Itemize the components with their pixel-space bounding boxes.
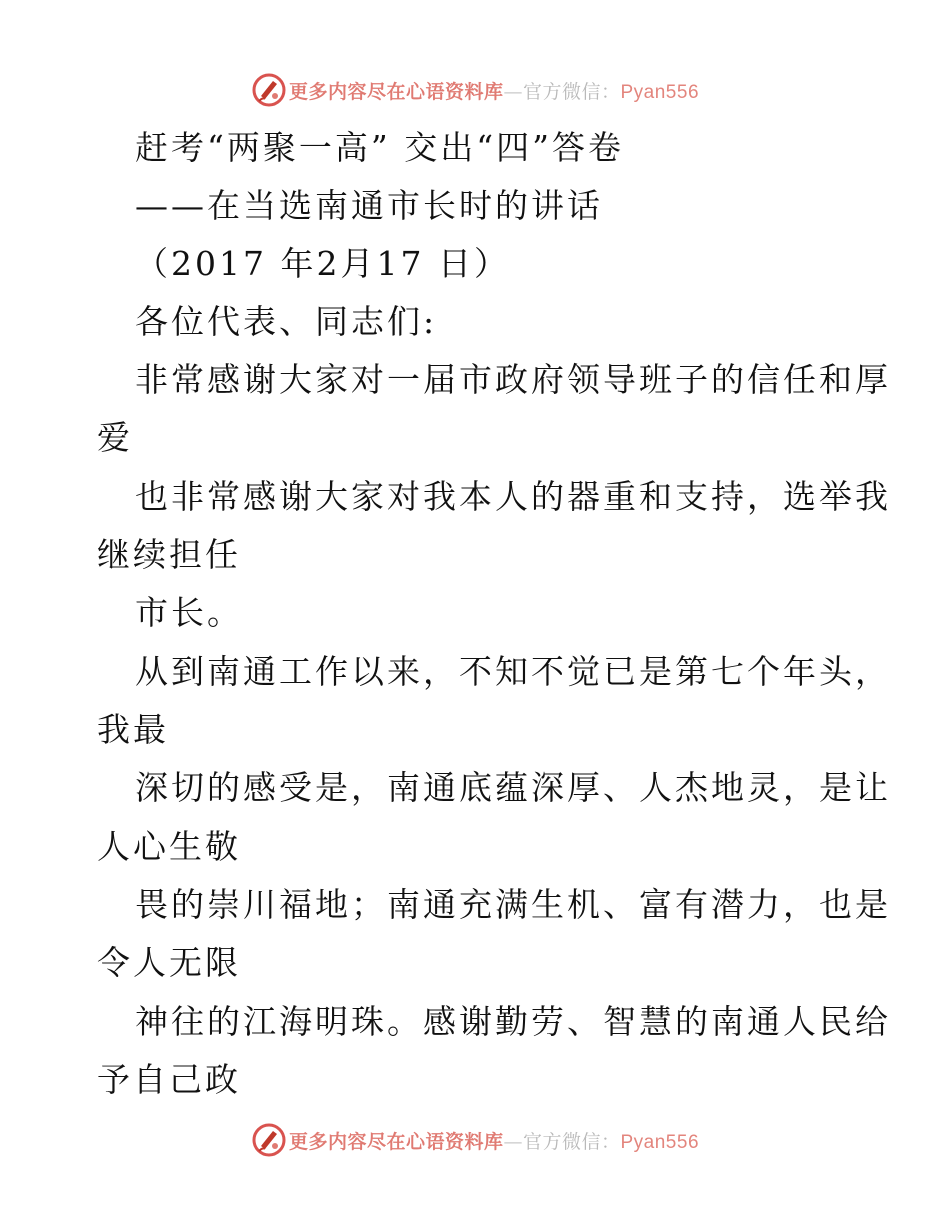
paragraph-line: 予自己政	[97, 1060, 241, 1099]
watermark-banner-bottom	[0, 1120, 950, 1160]
paragraph-line: 令人无限	[97, 943, 241, 982]
document-title: 赶考“两聚一高” 交出“四”答卷	[135, 128, 624, 167]
watermark-text	[289, 1127, 699, 1154]
paragraph-line: 继续担任	[97, 535, 241, 574]
paragraph-line: 人心生敬	[97, 827, 241, 866]
watermark-dash: —	[503, 80, 523, 103]
paragraph-line: 非常感谢大家对一届市政府领导班子的信任和厚	[135, 360, 891, 399]
watermark-official: 官方微信：	[522, 80, 621, 103]
paragraph-line: 神往的江海明珠。感谢勤劳、智慧的南通人民给	[135, 1002, 891, 1041]
paragraph-line: 深切的感受是，南通底蕴深厚、人杰地灵，是让	[135, 768, 891, 807]
watermark-wechat: Pyan556	[620, 81, 700, 103]
paragraph-line: 畏的崇川福地；南通充满生机、富有潜力，也是	[135, 885, 891, 924]
watermark-dash: —	[503, 1130, 523, 1153]
watermark-official: 官方微信：	[522, 1130, 621, 1153]
document-salutation: 各位代表、同志们:	[135, 302, 438, 341]
paragraph-line: 我最	[97, 710, 169, 749]
watermark-site: 更多内容尽在心语资料库	[288, 80, 504, 103]
watermark-wechat: Pyan556	[620, 1131, 700, 1153]
paragraph-line: 从到南通工作以来，不知不觉已是第七个年头，	[135, 652, 891, 691]
paragraph-line: 爱	[97, 418, 133, 457]
watermark-banner-inner	[251, 1122, 699, 1158]
paragraph-line: 市长。	[135, 593, 243, 632]
document-subtitle: ——在当选南通市长时的讲话	[135, 186, 603, 225]
document-date: （2017 年2月17 日）	[135, 244, 510, 283]
watermark-site: 更多内容尽在心语资料库	[288, 1130, 504, 1153]
pen-ink-logo-icon	[251, 1122, 287, 1158]
paragraph-line: 也非常感谢大家对我本人的器重和支持，选举我	[135, 477, 891, 516]
